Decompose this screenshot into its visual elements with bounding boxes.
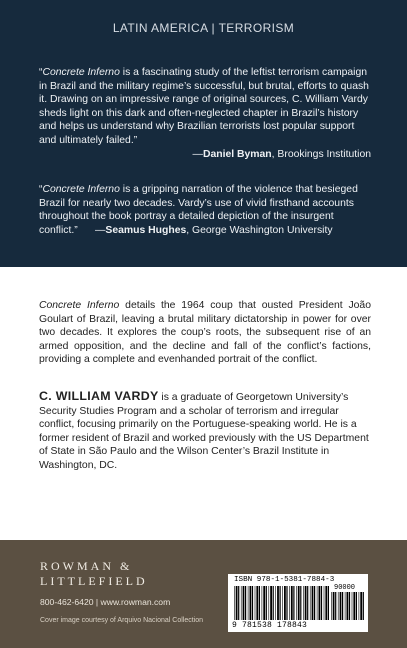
barcode-bar (303, 586, 304, 620)
back-cover-bottom-panel (0, 540, 407, 648)
addon-barcode-icon (331, 592, 365, 620)
quote-open-mark: “ (39, 184, 43, 195)
barcode-bar (241, 586, 242, 620)
author-bio-text: is a graduate of Georgetown University’s Security Studies Program and a scholar of terrorism and irregular conflict, focusing primarily on the Portuguese-speaking world. He is a former resident of Brazil and worked previously with the US Department of State in São Paulo and the Wilson Center’s Brazil Institute in Washington, DC. (39, 392, 369, 471)
barcode-bar (359, 592, 360, 620)
isbn-barcode (228, 574, 368, 632)
author-bio (39, 390, 371, 473)
endorser-affiliation: , George Washington University (186, 224, 333, 236)
barcode-bar (319, 586, 321, 620)
barcode-bar (293, 586, 294, 620)
barcode-bar (275, 586, 276, 620)
barcode-bar (321, 586, 322, 620)
barcode-bar (335, 592, 336, 620)
barcode-bar (317, 586, 318, 620)
quote-attribution (39, 148, 371, 162)
barcode-bar (349, 592, 350, 620)
barcode-bar (331, 592, 332, 620)
endorser-name: Daniel Byman (202, 148, 272, 160)
description-book-title: Concrete Inferno (39, 300, 120, 311)
publisher-name-line-1: ROWMAN & (40, 559, 133, 573)
category-label: LATIN AMERICA | TERRORISM (112, 21, 295, 35)
barcode-bar (280, 586, 281, 620)
endorsement-quote-1 (39, 66, 371, 161)
barcode-bar (324, 586, 325, 620)
quote-book-title: Concrete Inferno (42, 184, 120, 195)
barcode-bar (300, 586, 301, 620)
barcode-bar (270, 586, 272, 620)
endorser-affiliation: , Brookings Institution (271, 148, 371, 160)
barcode-bar (256, 586, 258, 620)
barcode-bar (269, 586, 270, 620)
barcode-bar (360, 592, 362, 620)
barcode-bar (282, 586, 283, 620)
barcode-bar (347, 592, 349, 620)
endorser-name: Seamus Hughes (105, 224, 187, 236)
endorsement-quote-2 (39, 183, 371, 237)
barcode-bar (243, 586, 245, 620)
barcode-bar (252, 586, 253, 620)
barcode-bar (238, 586, 239, 620)
barcode-bar (236, 586, 238, 620)
barcode-bar (245, 586, 246, 620)
barcode-bar (259, 586, 260, 620)
quote-text: is a gripping narration of the violence that besieged Brazil for nearly two decades. Vardy’s use of vivid firsthand accounts throughout the book portray a detailed depiction of the insurgent conflict.” (39, 184, 358, 236)
quote-book-title: Concrete Inferno (42, 67, 120, 78)
isbn-text: ISBN 978-1-5381-7884-3 (234, 576, 335, 584)
barcode-bar (263, 586, 265, 620)
barcode-bar (328, 586, 329, 620)
book-description (39, 299, 371, 367)
barcode-bar (248, 586, 249, 620)
barcode-bar (333, 592, 335, 620)
barcode-bar (291, 586, 293, 620)
back-cover-top-panel (0, 0, 407, 267)
barcode-bar (312, 586, 314, 620)
barcode-bar (284, 586, 286, 620)
barcode-bar (250, 586, 252, 620)
barcode-bar (352, 592, 353, 620)
quote-text: is a fascinating study of the leftist terrorism campaign in Brazil and the military regime’s successful, but brutal, efforts to quash it. Drawing on an impressive range of original sources, C. William Vardy sheds light on this dark and often-neglected chapter in Brazil’s history and helps us understand why Brazilian terrorists lost popular support and ultimately failed.” (39, 67, 369, 146)
publisher-name-line-2: LITTLEFIELD (40, 574, 148, 588)
ean-barcode-icon (234, 586, 329, 620)
barcode-bar (298, 586, 300, 620)
back-cover-middle-panel (0, 267, 407, 540)
barcode-bar (325, 586, 327, 620)
publisher-contact: 800-462-6420 | www.rowman.com (40, 597, 171, 607)
barcode-bar (340, 592, 342, 620)
cover-image-credit: Cover image courtesy of Arquivo Nacional Collection (40, 617, 204, 624)
barcode-bar (255, 586, 256, 620)
barcode-bar (305, 586, 307, 620)
attribution-dash: — (192, 148, 203, 160)
quote-attribution (81, 225, 333, 236)
attribution-dash: — (95, 224, 106, 236)
barcode-bar (289, 586, 290, 620)
barcode-bar (273, 586, 274, 620)
author-name: C. WILLIAM VARDY (39, 389, 159, 403)
publisher-logo (40, 559, 148, 589)
quote-open-mark: “ (39, 67, 43, 78)
description-text: details the 1964 coup that ousted President João Goulart of Brazil, leaving a brutal military dictatorship in power for over two decades. It explores the coup’s roots, the subsequent rise of an armed opposition, and the decline and fall of the conflict’s factions, providing a complete and evenhanded portrait of the conflict. (39, 300, 371, 366)
price-addon-text: 90000 (334, 584, 356, 592)
barcode-bar (345, 592, 346, 620)
barcode-bar (363, 592, 364, 620)
barcode-bar (277, 586, 279, 620)
barcode-bar (314, 586, 315, 620)
barcode-bar (356, 592, 357, 620)
ean-number-text: 9 781538 178843 (232, 621, 308, 630)
barcode-bar (234, 586, 235, 620)
barcode-bar (296, 586, 297, 620)
barcode-bar (353, 592, 355, 620)
barcode-bar (342, 592, 343, 620)
barcode-bar (266, 586, 267, 620)
barcode-bar (286, 586, 287, 620)
barcode-bar (307, 586, 308, 620)
barcode-bar (262, 586, 263, 620)
barcode-bar (338, 592, 339, 620)
barcode-bar (310, 586, 311, 620)
